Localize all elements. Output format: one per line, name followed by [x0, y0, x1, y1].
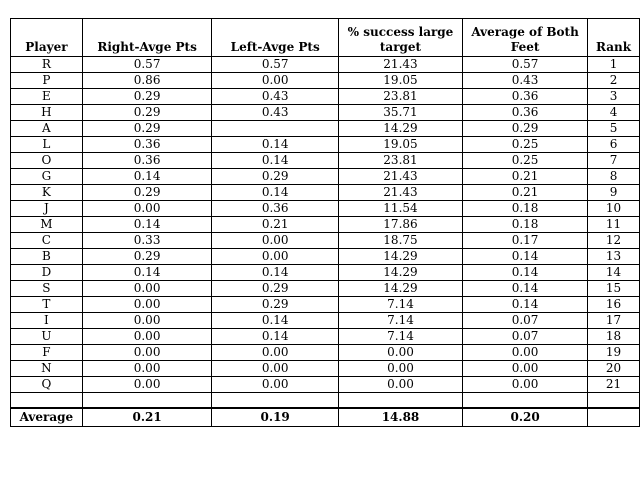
rank-cell: 19 [588, 345, 640, 361]
rank-cell: 16 [588, 297, 640, 313]
player-cell: G [11, 169, 83, 185]
left-avge-cell: 0.00 [212, 345, 339, 361]
average-cell: 0.29 [463, 121, 588, 137]
success-cell: 7.14 [338, 297, 462, 313]
left-avge-cell: 0.14 [212, 153, 339, 169]
header-success-large-target: % success large target [338, 19, 462, 57]
average-row [11, 408, 640, 427]
table-row [11, 281, 640, 297]
average-cell: 0.36 [463, 89, 588, 105]
success-cell: 7.14 [338, 329, 462, 345]
average-label: Average [11, 408, 83, 427]
success-cell: 23.81 [338, 89, 462, 105]
rank-cell: 12 [588, 233, 640, 249]
right-avge-cell: 0.00 [82, 201, 212, 217]
table-row [11, 265, 640, 281]
player-cell: P [11, 73, 83, 89]
player-cell: M [11, 217, 83, 233]
player-cell: H [11, 105, 83, 121]
player-cell: E [11, 89, 83, 105]
left-avge-cell: 0.43 [212, 89, 339, 105]
right-avge-cell: 0.00 [82, 377, 212, 393]
rank-cell: 2 [588, 73, 640, 89]
table-row [11, 73, 640, 89]
average-right: 0.21 [82, 408, 212, 427]
player-cell: R [11, 57, 83, 73]
average-cell: 0.18 [463, 201, 588, 217]
average-cell: 0.43 [463, 73, 588, 89]
average-cell: 0.07 [463, 313, 588, 329]
table-row [11, 153, 640, 169]
average-cell: 0.07 [463, 329, 588, 345]
table-row [11, 185, 640, 201]
table-row [11, 345, 640, 361]
average-left: 0.19 [212, 408, 339, 427]
success-cell: 14.29 [338, 249, 462, 265]
rank-cell: 7 [588, 153, 640, 169]
player-cell: F [11, 345, 83, 361]
success-cell: 21.43 [338, 169, 462, 185]
header-row [11, 19, 640, 57]
average-cell: 0.21 [463, 185, 588, 201]
success-cell: 7.14 [338, 313, 462, 329]
rank-cell: 13 [588, 249, 640, 265]
player-stats-table [10, 18, 640, 427]
right-avge-cell: 0.14 [82, 169, 212, 185]
table-body [11, 57, 640, 393]
right-avge-cell: 0.29 [82, 121, 212, 137]
left-avge-cell: 0.14 [212, 185, 339, 201]
table-row [11, 377, 640, 393]
left-avge-cell: 0.21 [212, 217, 339, 233]
right-avge-cell: 0.29 [82, 249, 212, 265]
header-right-avge-pts: Right-Avge Pts [82, 19, 212, 57]
left-avge-cell: 0.57 [212, 57, 339, 73]
player-cell: A [11, 121, 83, 137]
right-avge-cell: 0.33 [82, 233, 212, 249]
blank-cell [463, 393, 588, 409]
right-avge-cell: 0.29 [82, 89, 212, 105]
success-cell: 0.00 [338, 361, 462, 377]
success-cell: 14.29 [338, 281, 462, 297]
table-row [11, 249, 640, 265]
rank-cell: 6 [588, 137, 640, 153]
player-cell: B [11, 249, 83, 265]
average-cell: 0.25 [463, 137, 588, 153]
average-cell: 0.14 [463, 281, 588, 297]
average-cell: 0.00 [463, 361, 588, 377]
left-avge-cell: 0.43 [212, 105, 339, 121]
average-both-feet: 0.20 [463, 408, 588, 427]
table-row [11, 233, 640, 249]
blank-cell [212, 393, 339, 409]
blank-row [11, 393, 640, 409]
left-avge-cell: 0.00 [212, 249, 339, 265]
rank-cell: 5 [588, 121, 640, 137]
right-avge-cell: 0.36 [82, 153, 212, 169]
average-cell: 0.36 [463, 105, 588, 121]
header-average-both-feet: Average of Both Feet [463, 19, 588, 57]
success-cell: 21.43 [338, 185, 462, 201]
player-cell: U [11, 329, 83, 345]
rank-cell: 18 [588, 329, 640, 345]
right-avge-cell: 0.57 [82, 57, 212, 73]
right-avge-cell: 0.14 [82, 265, 212, 281]
player-cell: L [11, 137, 83, 153]
table-row [11, 89, 640, 105]
blank-cell [338, 393, 462, 409]
left-avge-cell: 0.00 [212, 73, 339, 89]
right-avge-cell: 0.00 [82, 345, 212, 361]
success-cell: 14.29 [338, 265, 462, 281]
player-cell: J [11, 201, 83, 217]
success-cell: 11.54 [338, 201, 462, 217]
table-row [11, 361, 640, 377]
blank-cell [588, 393, 640, 409]
left-avge-cell: 0.00 [212, 233, 339, 249]
average-cell: 0.17 [463, 233, 588, 249]
player-cell: C [11, 233, 83, 249]
average-cell: 0.14 [463, 265, 588, 281]
table-row [11, 329, 640, 345]
success-cell: 35.71 [338, 105, 462, 121]
table-row [11, 201, 640, 217]
right-avge-cell: 0.00 [82, 329, 212, 345]
success-cell: 21.43 [338, 57, 462, 73]
player-cell: T [11, 297, 83, 313]
success-cell: 0.00 [338, 377, 462, 393]
rank-cell: 14 [588, 265, 640, 281]
average-cell: 0.14 [463, 249, 588, 265]
average-cell: 0.18 [463, 217, 588, 233]
left-avge-cell: 0.29 [212, 281, 339, 297]
success-cell: 23.81 [338, 153, 462, 169]
right-avge-cell: 0.00 [82, 297, 212, 313]
table-row [11, 105, 640, 121]
right-avge-cell: 0.14 [82, 217, 212, 233]
table-row [11, 217, 640, 233]
left-avge-cell: 0.14 [212, 329, 339, 345]
average-cell: 0.14 [463, 297, 588, 313]
average-rank [588, 408, 640, 427]
rank-cell: 8 [588, 169, 640, 185]
success-cell: 14.29 [338, 121, 462, 137]
header-player: Player [11, 19, 83, 57]
right-avge-cell: 0.29 [82, 185, 212, 201]
header-left-avge-pts: Left-Avge Pts [212, 19, 339, 57]
rank-cell: 21 [588, 377, 640, 393]
right-avge-cell: 0.29 [82, 105, 212, 121]
table-row [11, 313, 640, 329]
player-cell: O [11, 153, 83, 169]
right-avge-cell: 0.00 [82, 361, 212, 377]
success-cell: 18.75 [338, 233, 462, 249]
left-avge-cell: 0.14 [212, 137, 339, 153]
rank-cell: 1 [588, 57, 640, 73]
table-row [11, 121, 640, 137]
player-cell: Q [11, 377, 83, 393]
player-cell: K [11, 185, 83, 201]
rank-cell: 3 [588, 89, 640, 105]
left-avge-cell: 0.00 [212, 361, 339, 377]
rank-cell: 4 [588, 105, 640, 121]
average-cell: 0.25 [463, 153, 588, 169]
table-row [11, 297, 640, 313]
left-avge-cell: 0.36 [212, 201, 339, 217]
right-avge-cell: 0.36 [82, 137, 212, 153]
blank-cell [82, 393, 212, 409]
success-cell: 19.05 [338, 137, 462, 153]
left-avge-cell [212, 121, 339, 137]
success-cell: 19.05 [338, 73, 462, 89]
left-avge-cell: 0.29 [212, 169, 339, 185]
left-avge-cell: 0.29 [212, 297, 339, 313]
rank-cell: 11 [588, 217, 640, 233]
rank-cell: 9 [588, 185, 640, 201]
table-row [11, 137, 640, 153]
left-avge-cell: 0.00 [212, 377, 339, 393]
success-cell: 0.00 [338, 345, 462, 361]
average-cell: 0.21 [463, 169, 588, 185]
average-success: 14.88 [338, 408, 462, 427]
right-avge-cell: 0.86 [82, 73, 212, 89]
rank-cell: 20 [588, 361, 640, 377]
player-cell: D [11, 265, 83, 281]
right-avge-cell: 0.00 [82, 281, 212, 297]
rank-cell: 17 [588, 313, 640, 329]
average-cell: 0.00 [463, 345, 588, 361]
right-avge-cell: 0.00 [82, 313, 212, 329]
average-cell: 0.57 [463, 57, 588, 73]
player-cell: N [11, 361, 83, 377]
rank-cell: 10 [588, 201, 640, 217]
header-rank: Rank [588, 19, 640, 57]
left-avge-cell: 0.14 [212, 265, 339, 281]
rank-cell: 15 [588, 281, 640, 297]
table-row [11, 57, 640, 73]
average-cell: 0.00 [463, 377, 588, 393]
success-cell: 17.86 [338, 217, 462, 233]
blank-cell [11, 393, 83, 409]
left-avge-cell: 0.14 [212, 313, 339, 329]
player-cell: S [11, 281, 83, 297]
player-cell: I [11, 313, 83, 329]
table-row [11, 169, 640, 185]
